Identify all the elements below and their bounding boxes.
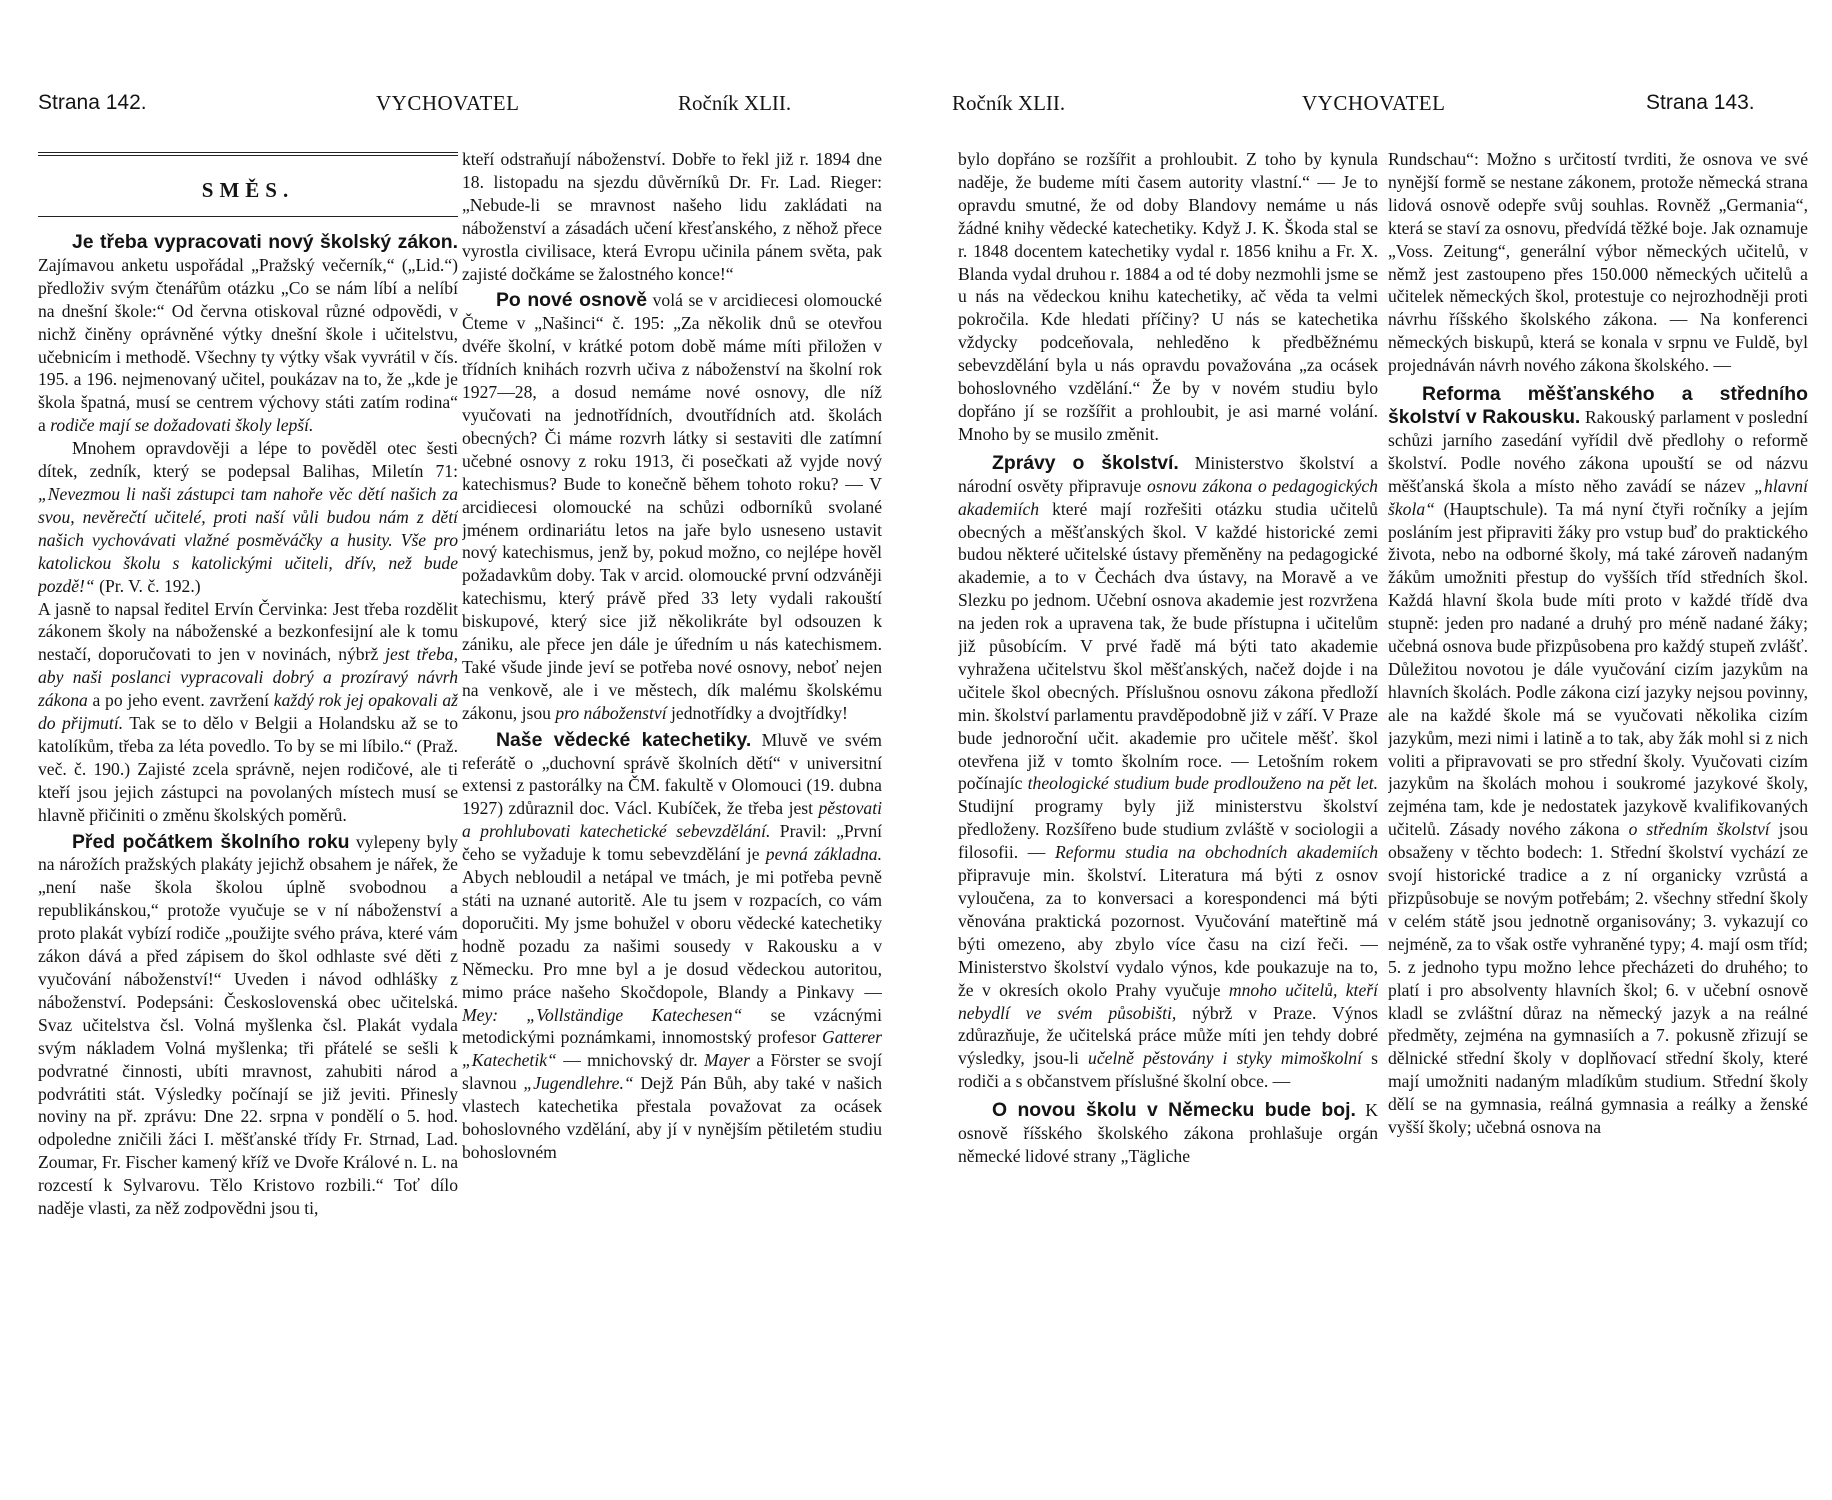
article-heading: Po nové osnově bbox=[496, 289, 648, 312]
right-page bbox=[916, 0, 1832, 1500]
article-heading: Je třeba vypracovati nový školský zákon. bbox=[72, 231, 458, 253]
page-number: Strana 143. bbox=[1646, 91, 1755, 114]
double-rule bbox=[38, 152, 458, 156]
article-paragraph: Naše vědecké katechetiky. Mluvě ve svém referátě o „duchovní správě školních dětí“ v universitní extensi z pastorálky na ČM. fakultě v Olomouci (19. dubna 1927) zdůraznil doc. Václ. Kubíček, že třeba jest pěstovati a prohlubovati katechetické sebevzdělání. Pravil: „První čeho se vyžaduje k tomu sebevzdělání je pevná základna. Abych nebloudil a netápal ve tmách, je mi potřeba pevně státi na uznané autoritě. Ale tu jsem v rozpacích, co vám doporučiti. My jsme bohužel v oboru vědecké katechetiky hodně pozadu za našimi sousedy v Rakousku a v Německu. Pro mne byl a je dosud vědeckou autoritou, mimo práce našeho Skočdopole, Blandy a Pinkavy — Mey: „Vollständige Katechesen“ se vzácnými metodickými poznámkami, innomostský profesor Gatterer „Katechetik“ — mnichovský dr. Mayer a Förster se svojí slavnou „Jugendlehre.“ Dejž Pán Bůh, aby také v našich vlastech katechetika přestala považovat za ocásek bohoslovného vzdělání, aby jí v nynějším pětiletém studiu bohoslovném bbox=[462, 728, 882, 1162]
right-header bbox=[952, 86, 1792, 120]
article-paragraph: Je třeba vypracovati nový školský zákon. Zajímavou anketu uspořádal „Pražský večerník,“ („Lid.“) předloživ svým čtenářům otázku „Co se nám líbí a nelíbí na dnešní škole:“ Od června otiskoval různé odpovědi, v nichž činěny oprávněné výtky dnešní škole i učitelstvu, učebnicím i methodě. Všechny ty výtky však vyvrátil v čís. 195. a 196. nejmenovaný učitel, poukázav na to, že „kde je škola špatná, musí se centrem výchovy státi zatím rodina“ a rodiče mají se dožadovati školy lepší. bbox=[38, 231, 458, 436]
article-heading: Naše vědecké katechetiky. bbox=[496, 728, 752, 751]
article-paragraph: Po nové osnově volá se v arcidiecesi olomoucké Čteme v „Našinci“ č. 195: „Za několik dnů se otevřou dvéře školní, v krátké potom době máme míti přiložen v třídních knihách rozvrh učiva z náboženství na školní rok 1927—28, a dosud nemáme nové osnovy, dle níž vyučovati na jednotřídních, dvoutřídních atd. školách obecných? Či máme rozvrh látky si sestaviti dle zatímní učebné osnovy z roku 1913, či posečkati až vyjde nový katechismus? Bude to konečně během tohoto roku? — V arcidiecesi olomoucké na schůzi odborníků svolané jménem ordinariátu letos na jaře bylo usneseno ustavit nový katechismus, jenž by, pokud možno, co nejlépe hověl požadavkům doby. Tak v arcid. olomoucké první odzváněji katechismu, který právě před 33 lety vydali rakouští biskupové, který sice již několikráte byl odsouzen k zániku, ale přece jen dále je úředním u nás katechismem. Také všude jinde jeví se potřeba nové osnovy, neboť nejen na venkově, ale i ve městech, dík malému školskému zákonu, jsou pro náboženství jednotřídky a dvojtřídky! bbox=[462, 289, 882, 723]
article-heading: Zprávy o školství. bbox=[992, 451, 1179, 474]
volume-label: Ročník XLII. bbox=[952, 91, 1066, 115]
journal-title: VYCHOVATEL bbox=[376, 91, 520, 115]
article-paragraph: bylo dopřáno se rozšířit a prohloubit. Z toho by kynula naděje, že budeme míti časem autority vlastní.“ — Je to opravdu smutné, že od doby Blandovy nemáme u nás žádné knihy vědecké katechetiky. Když J. K. Škoda stal se r. 1848 docentem katechetiky vydal r. 1856 knihu a Fr. X. Blanda vydal druhou r. 1884 a od té doby nezmohli jsme se u nás na vědeckou knihu katechetiky, ač věda ta velmi pokročila. Kde hledati příčiny? U nás se katechetika vždycky podceňovala, nehleděno k předběžnému sebevzdělání byla u nás opravdu považována „za ocásek bohoslovného vzdělání.“ Že by v novém studiu bylo dopřáno jí se rozšířit a prohloubit, je asi marné volání. Mnoho by se musilo změnit. bbox=[958, 149, 1378, 444]
column-4 bbox=[1388, 148, 1808, 1493]
article-heading: O novou školu v Německu bude boj. bbox=[992, 1099, 1356, 1122]
volume-label: Ročník XLII. bbox=[678, 91, 792, 115]
column-2 bbox=[462, 148, 882, 1493]
article-paragraph: Reforma měšťanského a středního školství v Rakousku. Rakouský parlament v poslední schůzi jarního zasedání vyřídil dvě předlohy o reformě školství. Podle nového zákona upouští se od názvu měšťanská škola a místo něho zavádí se název „hlavní škola“ (Hauptschule). Ta má nyní čtyři ročníky a jejím posláním jest připraviti žáky pro vstup buď do praktického života, nebo na odborné školy, má také zároveň nadaným žákům umožniti přestup do vyšších tříd středních škol. Každá hlavní škola bude míti proto v každé třídě dva stupně: jeden pro nadané a druhý pro méně nadané žáky; učebná osnova bude přizpůsobena pro každý stupeň zvlášť. Důležitou novotou je dále vyučování cizím jazykům na hlavních školách. Podle zákona cizí jazyky nejsou povinny, ale na každé škole má se vyučovati několika cizím jazykům, mezi nimi i latině a to tak, aby žák mohl si z nich voliti a připravovati se pro střední školy. Vyučovati cizím jazykům na školách mohou i soukromé jazykové školy, zejména tam, kde je nedostatek jazykově kvalifikovaných učitelů. Zásady nového zákona o středním školství jsou obsaženy v těchto bodech: 1. Střední školství vychází ze svojí historické tradice a z ní organicky vzrůstá a přizpůsobuje se novým potřebám; 2. všechny střední školy v celém státě jsou jednotně organisovány; 3. vykazují co nejméně, za to však ostře vyhraněné typy; 4. mají osm tříd; 5. z jednoho typu možno lehce přecházeti do druhého; to platí i pro absolventy hlavních škol; 6. v učební osnově kladl se zvláštní důraz na německý jazyk a na reálné předměty, zejména na gymnasiích a 7. pokusně zřizují se dělnické střední školy v doplňovací střední školy, které mají umožniti nadaným mladíkům studium. Střední školy dělí se na gymnasia, reálná gymnasia a reálky a ženské vyšší školy; učebná osnova na bbox=[1388, 383, 1808, 1138]
article-paragraph: kteří odstraňují náboženství. Dobře to řekl již r. 1894 dne 18. listopadu na sjezdu důvěrníků Dr. Fr. Lad. Rieger: „Nebude-li se mravnost našeho lidu zakládati na náboženství a zásadách učení křesťanského, z něhož přece vyrostla civilisace, která Evropu učinila pánem světa, pak zajisté dočkáme se žalostného konce!“ bbox=[462, 149, 882, 284]
page-number: Strana 142. bbox=[38, 91, 147, 114]
article-paragraph: Rundschau“: Možno s určitostí tvrditi, že osnova ve své nynější formě se nestane zákonem, protože německá strana lidová osnově odepře svůj souhlas. Rovněž „Germania“, která se staví za osnovu, předvídá těžké boje. Jak oznamuje „Voss. Zeitung“, generální výbor německých učitelů, v němž jest zastoupeno přes 150.000 německých učitelů a učitelek německých škol, protestuje co nejrozhodněji proti návrhu říšského školského zákona. — Na konferenci německých biskupů, která se konala v srpnu ve Fuldě, byl projednáván návrh nového zákona školského. — bbox=[1388, 149, 1808, 376]
left-header bbox=[38, 86, 878, 120]
article-paragraph: Zprávy o školství. Ministerstvo školství a národní osvěty připravuje osnovu zákona o pedagogických akademiích které mají rozřešiti otázku studia učitelů obecných a měšťanských škol. V každé historické zemi budou některé učitelské ústavy přeměněny na pedagogické akademie, a to v Čechách dva ústavy, na Moravě a ve Slezku po jednom. Učební osnova akademie jest rozvržena na jeden rok a upravena tak, že bude přístupna i učitelům již působícím. V prvé řadě má býti tato akademie vyhražena učitelstvu škol měšťanských, načež dojde i na učitele škol obecných. Příslušnou osnovu zákona předloží min. školství parlamentu pravděpodobně již v září. V Praze bude jednoroční učit. akademie pro učitele měšť. škol otevřena již v tomto školním roce. — Letošním rokem počínajíc theologické studium bude prodlouženo na pět let. Studijní programy byly již ministerstvu školství předloženy. Rozšířeno bude studium zvláště v sociologii a filosofii. — Reformu studia na obchodních akademiích připravuje min. školství. Literatura má býti z osnov vyloučena, za to konversaci a korespondenci má býti věnována praktická pozornost. Vyučování mateřtině má býti omezeno, aby zbylo více času na cizí řeči. — Ministerstvo školství vydalo výnos, kde poukazuje na to, že v okresích okolo Prahy vyučuje mnoho učitelů, kteří nebydlí ve svém působišti, nýbrž v Praze. Výnos zdůrazňuje, že učitelská práce může míti jen tehdy dobré výsledky, jsou-li učelně pěstovány i styky mimoškolní s rodiči a s občanstvem příslušné školní obce. — bbox=[958, 451, 1378, 1092]
journal-title: VYCHOVATEL bbox=[1302, 91, 1446, 115]
column-3 bbox=[958, 148, 1378, 1493]
article-paragraph: Mnohem opravdověji a lépe to pověděl otec šesti dítek, zedník, který se podepsal Balihas, Miletín 71: „Nevezmou li naši zástupci tam nahoře věc dětí našich za svou, nevěrečtí učitelé, proti naší vůli budou nám z dětí našich vychovávati vlažné posměváčky a husity. Vše pro katolickou školu s katolickými učiteli, dřív, než bude pozdě!“ (Pr. V. č. 192.) bbox=[38, 438, 458, 596]
section-title: SMĚS. bbox=[201, 178, 295, 202]
article-heading: Reforma měšťanského a středního školství v Rakousku. bbox=[1388, 383, 1808, 428]
article-paragraph: O novou školu v Německu bude boj. K osnově říšského školského zákona prohlašuje orgán německé lidové strany „Tägliche bbox=[958, 1099, 1378, 1166]
article-paragraph: A jasně to napsal ředitel Ervín Červinka: Jest třeba rozdělit zákonem školy na náboženské a bezkonfesijní ale k tomu nestačí, doporučovati to jen v novinách, nýbrž jest třeba, aby naši poslanci vypracovali dobrý a prozíravý návrh zákona a po jeho event. zavržení každý rok jej opakovali až do přijmutí. Tak se to dělo v Belgii a Holandsku až se to katolíkům, třeba za léta povedlo. To by se mi líbilo.“ (Praž. več. č. 190.) Zajisté zcela správně, nejen rodičové, ale ti kteří jsou jejich zástupci na povolaných místech musí se hlavně přičiniti o změnu školských poměrů. bbox=[38, 598, 458, 825]
rule bbox=[38, 216, 458, 217]
column-1 bbox=[38, 148, 458, 1493]
article-heading: Před počátkem školního roku bbox=[72, 830, 350, 853]
article-paragraph: Před počátkem školního roku vylepeny byly na nárožích pražských plakáty jejichž obsahem je nářek, že „není naše škola školou úplně svobodnou a republikánskou,“ protože vyučuje se v ní náboženství a proto plakát vybízí rodiče „použijte svého práva, které vám zákon dává a před zápisem do škol odhlaste své děti z vyučování náboženství!“ Uveden i návod odhlášky z náboženství. Podepsáni: Československá obec učitelská. Svaz učitelstva čsl. Volná myšlenka čsl. Plakát vydala svým nákladem Volná myšlenka; tři přátelé se sešli k podvratné činnosti, ubíti mravnost, zahubiti národ a podvrátiti stát. Výsledky počínají se již jeviti. Přinesly noviny na př. zprávu: Dne 22. srpna v pondělí o 5. hod. odpoledne zničili žáci I. měšťanské třídy Fr. Strnad, Lad. Zoumar, Fr. Fischer kamený kříž ve Dvoře Králové n. L. na rozcestí k Sylvarovu. Tělo Kristovo rozbili.“ Toť dílo naděje vlasti, za něž zodpovědni jsou ti, bbox=[38, 830, 458, 1219]
